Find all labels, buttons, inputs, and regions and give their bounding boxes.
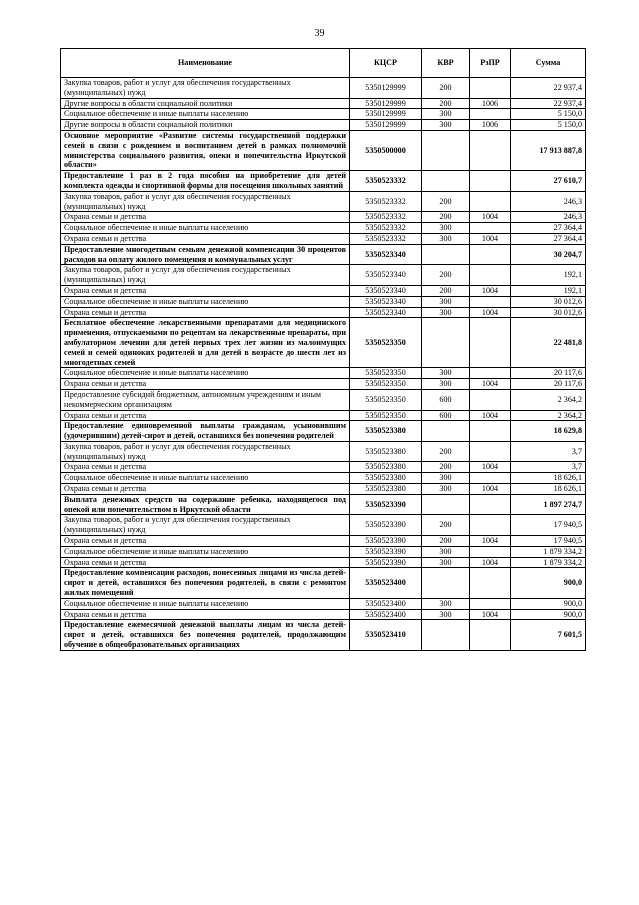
- cell-kcsr: 5350523332: [350, 233, 422, 244]
- cell-kcsr: 5350523390: [350, 515, 422, 536]
- cell-kcsr: 5350523340: [350, 265, 422, 286]
- cell-sum: 1 879 334,2: [511, 557, 586, 568]
- table-row-section: [61, 318, 586, 368]
- cell-sum: 1 879 334,2: [511, 546, 586, 557]
- cell-rzpr: [470, 109, 511, 120]
- cell-kcsr: 5350523350: [350, 389, 422, 410]
- cell-sum: 5 150,0: [511, 120, 586, 131]
- cell-rzpr: [470, 598, 511, 609]
- cell-rzpr: 1004: [470, 536, 511, 547]
- cell-rzpr: [470, 223, 511, 234]
- cell-kcsr: 5350523390: [350, 494, 422, 515]
- cell-name: Охрана семьи и детства: [61, 410, 350, 421]
- table-row: [61, 462, 586, 473]
- table-row: [61, 557, 586, 568]
- cell-kcsr: 5350523350: [350, 318, 422, 368]
- cell-name: Охрана семьи и детства: [61, 307, 350, 318]
- cell-rzpr: [470, 296, 511, 307]
- cell-rzpr: [470, 244, 511, 265]
- cell-sum: 5 150,0: [511, 109, 586, 120]
- table-row-section: [61, 568, 586, 598]
- table-row: [61, 389, 586, 410]
- page-number: 39: [314, 28, 325, 39]
- cell-kcsr: 5350523400: [350, 598, 422, 609]
- cell-kvr: 200: [422, 191, 470, 212]
- cell-name: Другие вопросы в области социальной политики: [61, 98, 350, 109]
- cell-name: Предоставление субсидий бюджетным, автономным учреждениям и иным некоммерческим организациям: [61, 389, 350, 410]
- cell-kvr: 300: [422, 609, 470, 620]
- cell-rzpr: 1004: [470, 379, 511, 390]
- cell-kvr: 300: [422, 546, 470, 557]
- table-row: [61, 484, 586, 495]
- cell-kcsr: 5350523380: [350, 484, 422, 495]
- cell-sum: 900,0: [511, 568, 586, 598]
- cell-sum: 1 897 274,7: [511, 494, 586, 515]
- cell-sum: 18 629,8: [511, 421, 586, 442]
- header-kvr: КВР: [422, 49, 470, 78]
- table-row: [61, 546, 586, 557]
- cell-kvr: 300: [422, 368, 470, 379]
- cell-kvr: 300: [422, 473, 470, 484]
- cell-rzpr: [470, 265, 511, 286]
- table-row: [61, 598, 586, 609]
- cell-sum: 18 626,1: [511, 484, 586, 495]
- cell-kcsr: 5350523332: [350, 191, 422, 212]
- cell-sum: 192,1: [511, 285, 586, 296]
- cell-kcsr: 5350523350: [350, 410, 422, 421]
- cell-sum: 18 626,1: [511, 473, 586, 484]
- header-name: Наименование: [61, 49, 350, 78]
- cell-sum: 246,3: [511, 212, 586, 223]
- cell-kvr: [422, 130, 470, 170]
- cell-sum: 20 117,6: [511, 368, 586, 379]
- cell-name: Охрана семьи и детства: [61, 379, 350, 390]
- cell-name: Социальное обеспечение и иные выплаты населению: [61, 223, 350, 234]
- cell-kvr: 300: [422, 484, 470, 495]
- table-row: [61, 109, 586, 120]
- cell-kvr: 200: [422, 285, 470, 296]
- cell-kcsr: 5350523340: [350, 285, 422, 296]
- cell-kvr: 200: [422, 462, 470, 473]
- cell-name: Предоставление ежемесячной денежной выплаты лицам из числа детей-сирот и детей, оставшихся без попечения родителей, продолжающим обучение в общеобразовательных организациях: [61, 620, 350, 650]
- table-row: [61, 536, 586, 547]
- cell-rzpr: 1006: [470, 120, 511, 131]
- cell-rzpr: [470, 191, 511, 212]
- cell-rzpr: [470, 318, 511, 368]
- table-row: [61, 78, 586, 99]
- cell-kcsr: 5350523380: [350, 473, 422, 484]
- cell-name: Другие вопросы в области социальной политики: [61, 120, 350, 131]
- cell-name: Предоставление компенсации расходов, понесенных лицами из числа детей-сирот и детей, оставшихся без попечения родителей, в связи с ремонтом жилых помещений: [61, 568, 350, 598]
- table-row: [61, 285, 586, 296]
- cell-kcsr: 5350523350: [350, 368, 422, 379]
- table-row-section: [61, 421, 586, 442]
- header-kcsr: КЦСР: [350, 49, 422, 78]
- cell-name: Социальное обеспечение и иные выплаты населению: [61, 546, 350, 557]
- table-row: [61, 120, 586, 131]
- cell-sum: 30 012,6: [511, 296, 586, 307]
- cell-sum: 7 601,5: [511, 620, 586, 650]
- cell-name: Социальное обеспечение и иные выплаты населению: [61, 473, 350, 484]
- cell-kvr: 200: [422, 441, 470, 462]
- cell-name: Закупка товаров, работ и услуг для обеспечения государственных (муниципальных) нужд: [61, 191, 350, 212]
- cell-name: Закупка товаров, работ и услуг для обеспечения государственных (муниципальных) нужд: [61, 441, 350, 462]
- cell-sum: 20 117,6: [511, 379, 586, 390]
- cell-kvr: 300: [422, 379, 470, 390]
- cell-kcsr: 5350523390: [350, 546, 422, 557]
- cell-kcsr: 5350129999: [350, 98, 422, 109]
- cell-sum: 22 937,4: [511, 98, 586, 109]
- cell-kcsr: 5350523340: [350, 244, 422, 265]
- cell-kvr: 200: [422, 536, 470, 547]
- cell-kcsr: 5350523332: [350, 171, 422, 192]
- cell-kvr: [422, 421, 470, 442]
- cell-rzpr: 1004: [470, 285, 511, 296]
- cell-kcsr: 5350523340: [350, 296, 422, 307]
- cell-sum: 2 364,2: [511, 410, 586, 421]
- cell-rzpr: [470, 78, 511, 99]
- cell-rzpr: 1004: [470, 609, 511, 620]
- cell-kvr: 300: [422, 557, 470, 568]
- cell-rzpr: 1006: [470, 98, 511, 109]
- cell-sum: 3,7: [511, 462, 586, 473]
- cell-name: Охрана семьи и детства: [61, 557, 350, 568]
- cell-kvr: [422, 620, 470, 650]
- table-row-section: [61, 244, 586, 265]
- table-row: [61, 473, 586, 484]
- cell-name: Охрана семьи и детства: [61, 462, 350, 473]
- table-row: [61, 307, 586, 318]
- cell-sum: 27 364,4: [511, 223, 586, 234]
- cell-name: Охрана семьи и детства: [61, 285, 350, 296]
- cell-rzpr: [470, 389, 511, 410]
- table-row: [61, 191, 586, 212]
- cell-rzpr: [470, 130, 511, 170]
- cell-kcsr: 5350523390: [350, 536, 422, 547]
- cell-name: Социальное обеспечение и иные выплаты населению: [61, 296, 350, 307]
- cell-kvr: 300: [422, 296, 470, 307]
- cell-sum: 17 940,5: [511, 536, 586, 547]
- cell-kcsr: 5350523380: [350, 421, 422, 442]
- cell-rzpr: 1004: [470, 307, 511, 318]
- cell-rzpr: [470, 494, 511, 515]
- table-row-section: [61, 130, 586, 170]
- cell-rzpr: 1004: [470, 212, 511, 223]
- cell-name: Охрана семьи и детства: [61, 609, 350, 620]
- cell-sum: 17 940,5: [511, 515, 586, 536]
- table-body: [61, 78, 586, 651]
- cell-name: Охрана семьи и детства: [61, 536, 350, 547]
- cell-kcsr: 5350129999: [350, 120, 422, 131]
- header-sum: Сумма: [511, 49, 586, 78]
- cell-kvr: [422, 494, 470, 515]
- cell-kcsr: 5350523350: [350, 379, 422, 390]
- cell-name: Социальное обеспечение и иные выплаты населению: [61, 368, 350, 379]
- cell-rzpr: [470, 171, 511, 192]
- table-row-section: [61, 620, 586, 650]
- cell-kvr: 300: [422, 120, 470, 131]
- cell-rzpr: [470, 368, 511, 379]
- cell-kcsr: 5350523332: [350, 212, 422, 223]
- cell-name: Предоставление 1 раз в 2 года пособия на приобретение для детей комплекта одежды и спортивной формы для посещения школьных занятий: [61, 171, 350, 192]
- table-row-section: [61, 171, 586, 192]
- cell-sum: 17 913 887,8: [511, 130, 586, 170]
- cell-sum: 27 610,7: [511, 171, 586, 192]
- cell-kvr: [422, 244, 470, 265]
- budget-table: [60, 48, 586, 651]
- table-row: [61, 515, 586, 536]
- cell-kvr: 300: [422, 598, 470, 609]
- cell-sum: 30 204,7: [511, 244, 586, 265]
- table-header-row: [61, 49, 586, 78]
- cell-sum: 3,7: [511, 441, 586, 462]
- table-row: [61, 223, 586, 234]
- table-row: [61, 379, 586, 390]
- cell-rzpr: [470, 515, 511, 536]
- cell-kvr: [422, 171, 470, 192]
- cell-rzpr: [470, 473, 511, 484]
- cell-kcsr: 5350129999: [350, 78, 422, 99]
- table-row: [61, 233, 586, 244]
- cell-rzpr: [470, 441, 511, 462]
- table-row: [61, 265, 586, 286]
- table-row: [61, 441, 586, 462]
- cell-name: Выплата денежных средств на содержание ребенка, находящегося под опекой или попечительством в Иркутской области: [61, 494, 350, 515]
- cell-name: Предоставление единовременной выплаты гражданам, усыновившим (удочерившим) детей-сирот и детей, оставшихся без попечения родителей: [61, 421, 350, 442]
- cell-sum: 22 937,4: [511, 78, 586, 99]
- cell-kcsr: 5350523390: [350, 557, 422, 568]
- cell-name: Охрана семьи и детства: [61, 233, 350, 244]
- table-row: [61, 368, 586, 379]
- cell-rzpr: 1004: [470, 557, 511, 568]
- cell-kcsr: 5350523410: [350, 620, 422, 650]
- cell-kvr: [422, 318, 470, 368]
- cell-kcsr: 5350523400: [350, 609, 422, 620]
- cell-sum: 27 364,4: [511, 233, 586, 244]
- table-row: [61, 98, 586, 109]
- table-row: [61, 296, 586, 307]
- cell-name: Закупка товаров, работ и услуг для обеспечения государственных (муниципальных) нужд: [61, 265, 350, 286]
- cell-name: Закупка товаров, работ и услуг для обеспечения государственных (муниципальных) нужд: [61, 78, 350, 99]
- cell-kvr: 200: [422, 212, 470, 223]
- cell-name: Охрана семьи и детства: [61, 212, 350, 223]
- cell-kvr: 200: [422, 515, 470, 536]
- cell-kcsr: 5350523380: [350, 441, 422, 462]
- cell-sum: 2 364,2: [511, 389, 586, 410]
- cell-rzpr: [470, 421, 511, 442]
- cell-kvr: 600: [422, 389, 470, 410]
- cell-name: Социальное обеспечение и иные выплаты населению: [61, 109, 350, 120]
- cell-kvr: 200: [422, 98, 470, 109]
- table-row: [61, 410, 586, 421]
- cell-kcsr: 5350523340: [350, 307, 422, 318]
- cell-kcsr: 5350523400: [350, 568, 422, 598]
- cell-sum: 30 012,6: [511, 307, 586, 318]
- cell-kcsr: 5350129999: [350, 109, 422, 120]
- cell-kcsr: 5350500000: [350, 130, 422, 170]
- header-rzpr: РзПР: [470, 49, 511, 78]
- cell-name: Бесплатное обеспечение лекарственными препаратами для медицинского применения, отпускаемыми по рецептам на лекарственные препараты, при амбулаторном лечении для детей первых трех лет жизни из малоимущих семей и семей одиноких родителей и для детей в возрасте до шести лет из многодетных семей: [61, 318, 350, 368]
- cell-rzpr: 1004: [470, 233, 511, 244]
- table-row: [61, 212, 586, 223]
- cell-kvr: [422, 568, 470, 598]
- cell-kvr: 300: [422, 109, 470, 120]
- cell-name: Закупка товаров, работ и услуг для обеспечения государственных (муниципальных) нужд: [61, 515, 350, 536]
- cell-kvr: 200: [422, 78, 470, 99]
- cell-kvr: 300: [422, 307, 470, 318]
- table-row: [61, 609, 586, 620]
- cell-sum: 900,0: [511, 598, 586, 609]
- cell-rzpr: 1004: [470, 484, 511, 495]
- cell-name: Охрана семьи и детства: [61, 484, 350, 495]
- cell-kvr: 600: [422, 410, 470, 421]
- cell-rzpr: [470, 546, 511, 557]
- cell-rzpr: 1004: [470, 410, 511, 421]
- cell-name: Основное мероприятие «Развитие системы государственной поддержки семей в связи с рождением и воспитанием детей в рамках полномочий министерства социального развития, опеки и попечительства Иркутской области»: [61, 130, 350, 170]
- cell-sum: 900,0: [511, 609, 586, 620]
- cell-name: Социальное обеспечение и иные выплаты населению: [61, 598, 350, 609]
- cell-kvr: 300: [422, 223, 470, 234]
- cell-name: Предоставление многодетным семьям денежной компенсации 30 процентов расходов на оплату жилого помещения и коммунальных услуг: [61, 244, 350, 265]
- cell-rzpr: 1004: [470, 462, 511, 473]
- cell-sum: 246,3: [511, 191, 586, 212]
- cell-kvr: 200: [422, 265, 470, 286]
- cell-kvr: 300: [422, 233, 470, 244]
- cell-kcsr: 5350523332: [350, 223, 422, 234]
- cell-rzpr: [470, 620, 511, 650]
- table-row-section: [61, 494, 586, 515]
- cell-sum: 22 481,8: [511, 318, 586, 368]
- cell-sum: 192,1: [511, 265, 586, 286]
- cell-rzpr: [470, 568, 511, 598]
- cell-kcsr: 5350523380: [350, 462, 422, 473]
